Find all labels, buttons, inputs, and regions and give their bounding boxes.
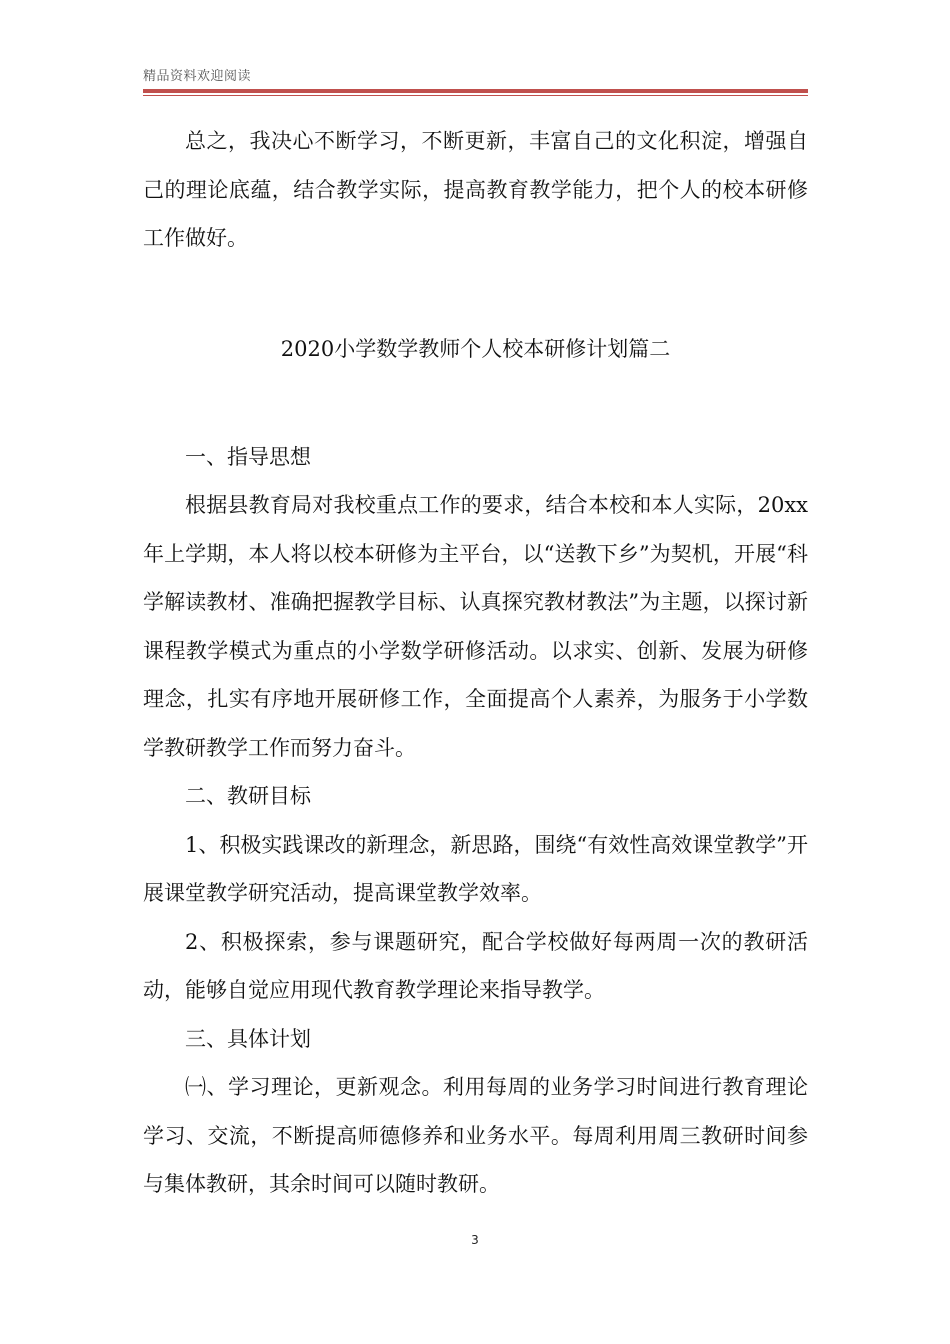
section-title: 2020小学数学教师个人校本研修计划篇二 bbox=[280, 336, 671, 361]
page-number: 3 bbox=[471, 1233, 479, 1247]
heading-research-goals: 二、教研目标 bbox=[185, 784, 311, 808]
page-header bbox=[143, 68, 808, 96]
paragraph-plan-1: ㈠、学习理论，更新观念。利用每周的业务学习时间进行教育理论学习、交流，不断提高师德修养和业务水平。每周利用周三教研时间参与集体教研，其余时间可以随时教研。 bbox=[143, 1075, 808, 1196]
document-body bbox=[143, 117, 808, 1209]
paragraph-goal-1: 1、积极实践课改的新理念，新思路，围绕“有效性高效课堂教学”开展课堂教学研究活动，提高课堂教学效率。 bbox=[143, 832, 808, 905]
heading-guiding-ideology: 一、指导思想 bbox=[185, 444, 311, 469]
header-text: 精品资料欢迎阅读 bbox=[143, 69, 252, 84]
heading-specific-plan: 三、具体计划 bbox=[185, 1026, 311, 1051]
header-rule-thick bbox=[143, 89, 808, 93]
intro-paragraph: 总之，我决心不断学习，不断更新，丰富自己的文化积淀，增强自己的理论底蕴，结合教学实际，提高教育教学能力，把个人的校本研修工作做好。 bbox=[143, 129, 808, 250]
header-rule-thin bbox=[143, 95, 808, 96]
paragraph-goal-2: 2、积极探索，参与课题研究，配合学校做好每两周一次的教研活动，能够自觉应用现代教育教学理论来指导教学。 bbox=[143, 929, 808, 1002]
paragraph-guiding-ideology: 根据县教育局对我校重点工作的要求，结合本校和本人实际，20xx 年上学期，本人将以校本研修为主平台，以“送教下乡”为契机，开展“科学解读教材、准确把握教学目标、认真探究教材教法”为主题，以探讨新课程教学模式为重点的小学数学研修活动。以求实、创新、发展为研修理念，扎实有序地开展研修工作，全面提高个人素养，为服务于小学数学教研教学工作而努力奋斗。 bbox=[143, 493, 808, 760]
